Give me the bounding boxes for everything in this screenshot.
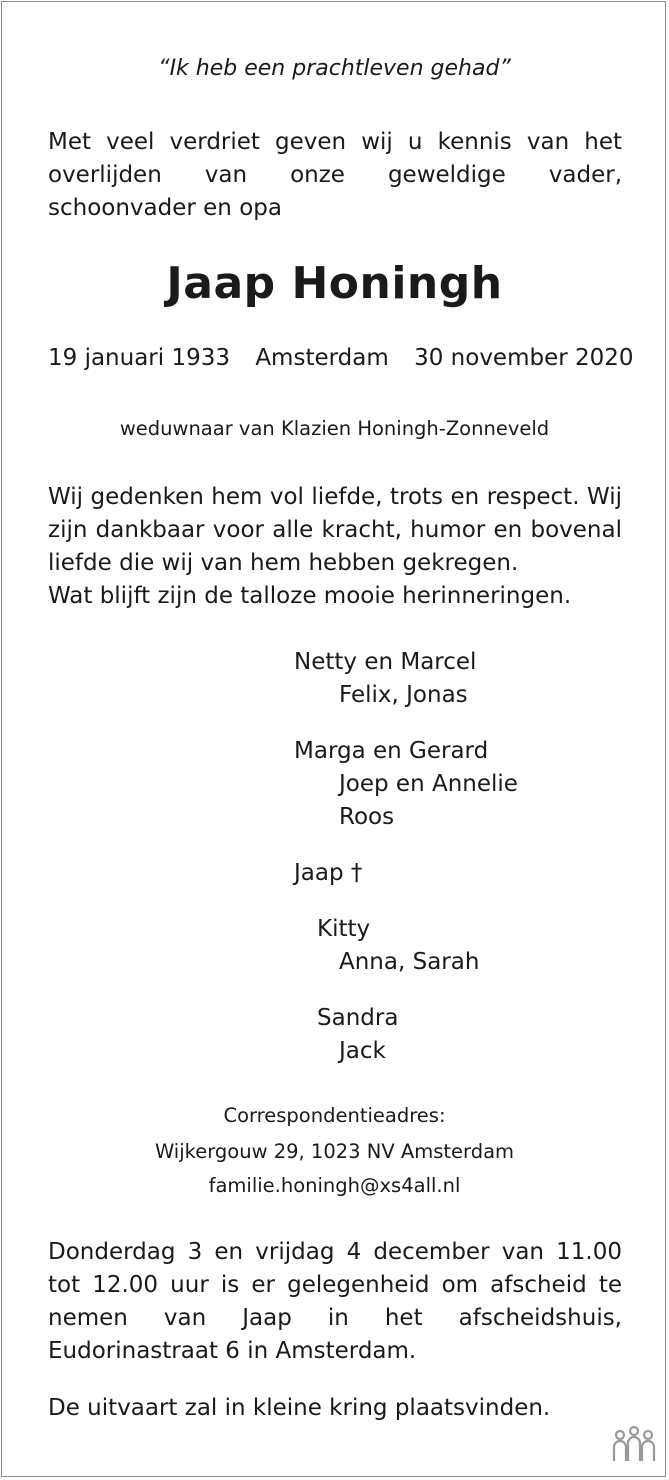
family-line: Kitty <box>317 916 371 942</box>
life-dates <box>48 345 634 371</box>
farewell-text: Donderdag 3 en vrijdag 4 december van 11.00 tot 12.00 uur is er gelegenheid om afscheid te nemen van Jaap in het afscheidshuis, Eudorinastraat 6 in Amsterdam. <box>48 1239 622 1364</box>
correspondence-email: familie.honingh@xs4all.nl <box>208 1174 461 1197</box>
family-line: Marga en Gerard <box>294 738 489 764</box>
family-line: Joep en Annelie <box>339 771 518 797</box>
widower-line: weduwnaar van Klazien Honingh-Zonneveld <box>119 417 550 440</box>
people-group-icon <box>610 1425 658 1465</box>
correspondence-address: Wijkergouw 29, 1023 NV Amsterdam <box>154 1140 515 1163</box>
family-line: Roos <box>339 804 395 830</box>
family-line: Netty en Marcel <box>294 649 477 675</box>
quote: “Ik heb een prachtleven gehad” <box>158 56 511 81</box>
family-line: Felix, Jonas <box>339 682 468 708</box>
deceased-name: Jaap Honingh <box>166 258 503 309</box>
birth-date: 19 januari 1933 <box>48 345 231 371</box>
family-line: Jack <box>339 1038 386 1064</box>
family-line: Anna, Sarah <box>339 949 480 975</box>
place: Amsterdam <box>255 345 389 371</box>
closing-text: De uitvaart zal in kleine kring plaatsvinden. <box>48 1395 551 1421</box>
family-line: Sandra <box>317 1005 399 1031</box>
intro-text: Met veel verdriet geven wij u kennis van het overlijden van onze geweldige vader, schoonvader en opa <box>48 129 622 221</box>
correspondence-label: Correspondentieadres: <box>223 1104 446 1127</box>
death-date: 30 november 2020 <box>414 345 634 371</box>
tribute-text-last: Wat blijft zijn de talloze mooie herinneringen. <box>48 583 572 609</box>
family-line: Jaap † <box>294 860 363 886</box>
tribute-text: Wij gedenken hem vol liefde, trots en respect. Wij zijn dankbaar voor alle kracht, humor en bovenal liefde die wij van hem hebben gekregen. <box>48 484 622 576</box>
